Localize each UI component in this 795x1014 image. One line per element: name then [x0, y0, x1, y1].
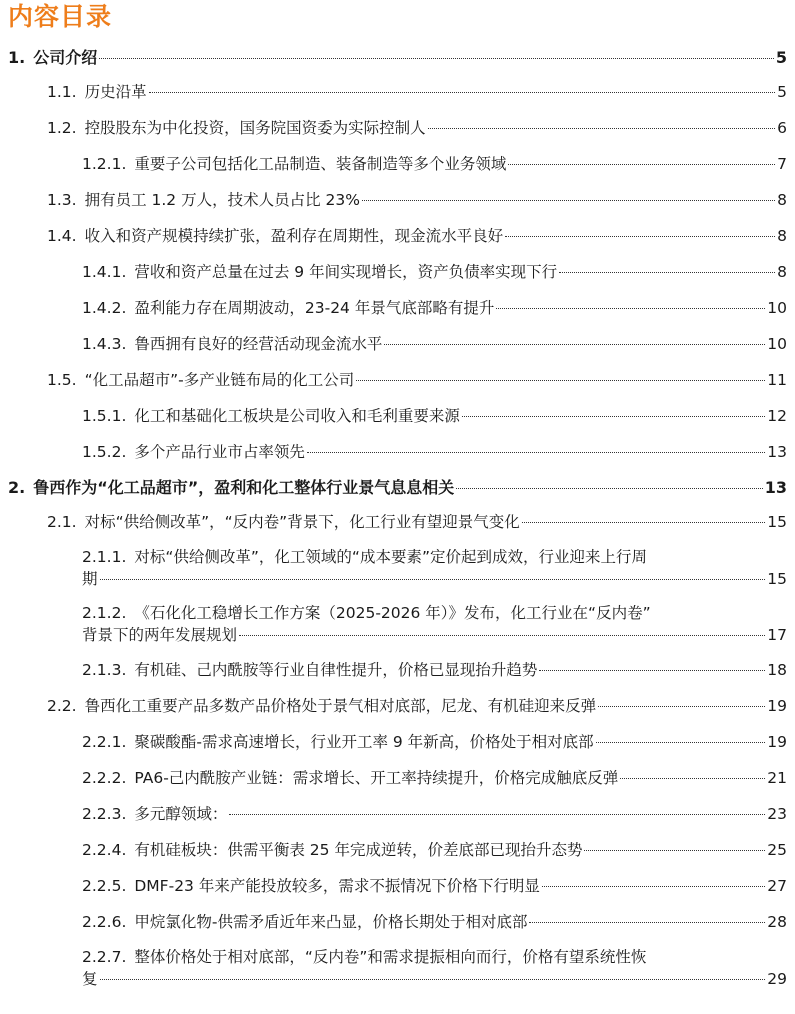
- toc-title: DMF-23 年来产能投放较多，需求不振情况下价格下行明显: [134, 877, 540, 895]
- toc-number: 1.4.3.: [82, 335, 127, 353]
- toc-title: 收入和资产规模持续扩张，盈利存在周期性，现金流水平良好: [84, 227, 504, 245]
- table-of-contents: [0, 40, 795, 996]
- toc-page-number: 7: [777, 155, 787, 173]
- toc-entry[interactable]: [0, 182, 795, 218]
- toc-number: 1.4.: [47, 227, 77, 245]
- toc-entry[interactable]: [0, 110, 795, 146]
- dot-leader: [456, 488, 762, 489]
- dot-leader: [428, 128, 776, 129]
- toc-page-number: 5: [775, 48, 787, 67]
- toc-entry[interactable]: [0, 688, 795, 724]
- toc-entry[interactable]: [0, 40, 795, 74]
- toc-page-number: 10: [767, 299, 787, 317]
- dot-leader: [229, 814, 765, 815]
- toc-entry[interactable]: [0, 596, 795, 652]
- toc-entry[interactable]: [0, 724, 795, 760]
- toc-title: 重要子公司包括化工品制造、装备制造等多个业务领域: [134, 155, 507, 173]
- toc-page-number: 11: [767, 371, 787, 389]
- toc-page-number: 12: [767, 407, 787, 425]
- toc-entry[interactable]: [0, 504, 795, 540]
- toc-title: 营收和资产总量在过去 9 年间实现增长，资产负债率实现下行: [134, 263, 558, 281]
- toc-entry[interactable]: [0, 470, 795, 504]
- toc-entry[interactable]: [0, 146, 795, 182]
- toc-number: 2.1.1.: [82, 548, 127, 566]
- toc-number: 1.: [8, 48, 26, 67]
- dot-leader: [307, 452, 765, 453]
- toc-title: 化工和基础化工板块是公司收入和毛利重要来源: [134, 407, 460, 425]
- dot-leader: [529, 922, 765, 923]
- toc-page-number: 6: [777, 119, 787, 137]
- toc-entry[interactable]: [0, 434, 795, 470]
- dot-leader: [620, 778, 765, 779]
- toc-title: 对标“供给侧改革”，“反内卷”背景下，化工行业有望迎景气变化: [84, 513, 520, 531]
- toc-title: 聚碳酸酯-需求高速增长，行业开工率 9 年新高，价格处于相对底部: [134, 733, 594, 751]
- toc-title: “化工品超市”-多产业链布局的化工公司: [84, 371, 355, 389]
- toc-entry[interactable]: [0, 760, 795, 796]
- toc-number: 1.4.1.: [82, 263, 127, 281]
- toc-title: 鲁西拥有良好的经营活动现金流水平: [134, 335, 383, 353]
- dot-leader: [100, 979, 766, 980]
- toc-title: 鲁西作为“化工品超市”，盈利和化工整体行业景气息息相关: [33, 478, 455, 497]
- toc-page-number: 17: [767, 626, 787, 644]
- toc-page-number: 13: [764, 478, 787, 497]
- toc-number: 1.2.: [47, 119, 77, 137]
- dot-leader: [598, 706, 765, 707]
- toc-entry[interactable]: [0, 940, 795, 996]
- toc-number: 1.4.2.: [82, 299, 127, 317]
- toc-number: 2.2.4.: [82, 841, 127, 859]
- dot-leader: [539, 670, 765, 671]
- toc-number: 2.: [8, 478, 26, 497]
- toc-entry[interactable]: [0, 904, 795, 940]
- toc-title-continued: 背景下的两年发展规划: [82, 626, 238, 644]
- toc-number: 1.5.1.: [82, 407, 127, 425]
- dot-leader: [99, 58, 774, 59]
- toc-number: 2.1.3.: [82, 661, 127, 679]
- toc-title: 《石化化工稳增长工作方案（2025-2026 年）》发布，化工行业在“反内卷”: [134, 604, 651, 622]
- dot-leader: [100, 579, 766, 580]
- page-title: 内容目录: [8, 2, 113, 31]
- toc-title: 盈利能力存在周期波动，23-24 年景气底部略有提升: [134, 299, 495, 317]
- toc-number: 2.2.: [47, 697, 77, 715]
- toc-number: 2.2.6.: [82, 913, 127, 931]
- dot-leader: [522, 522, 766, 523]
- toc-title: 有机硅板块：供需平衡表 25 年完成逆转，价差底部已现抬升态势: [134, 841, 583, 859]
- toc-entry[interactable]: [0, 290, 795, 326]
- toc-page-number: 29: [767, 970, 787, 988]
- dot-leader: [149, 92, 776, 93]
- toc-title-continued: 期: [82, 570, 98, 588]
- toc-title: 有机硅、己内酰胺等行业自律性提升，价格已显现抬升趋势: [134, 661, 538, 679]
- toc-title: 对标“供给侧改革”，化工领域的“成本要素”定价起到成效，行业迎来上行周: [134, 548, 647, 566]
- toc-entry[interactable]: [0, 254, 795, 290]
- toc-page-number: 19: [767, 697, 787, 715]
- toc-title: 拥有员工 1.2 万人，技术人员占比 23%: [84, 191, 360, 209]
- dot-leader: [356, 380, 765, 381]
- toc-page-number: 10: [767, 335, 787, 353]
- toc-entry[interactable]: [0, 398, 795, 434]
- toc-page-number: 15: [767, 570, 787, 588]
- toc-page-number: 21: [767, 769, 787, 787]
- toc-page-number: 27: [767, 877, 787, 895]
- dot-leader: [362, 200, 775, 201]
- dot-leader: [505, 236, 775, 237]
- toc-page-number: 5: [777, 83, 787, 101]
- toc-title: 鲁西化工重要产品多数产品价格处于景气相对底部，尼龙、有机硅迎来反弹: [84, 697, 597, 715]
- toc-number: 1.2.1.: [82, 155, 127, 173]
- dot-leader: [496, 308, 765, 309]
- toc-entry[interactable]: [0, 218, 795, 254]
- toc-title: 历史沿革: [84, 83, 147, 101]
- toc-title: 公司介绍: [33, 48, 98, 67]
- toc-page-number: 23: [767, 805, 787, 823]
- toc-number: 2.1.: [47, 513, 77, 531]
- toc-page-number: 8: [777, 227, 787, 245]
- toc-number: 2.1.2.: [82, 604, 127, 622]
- toc-entry[interactable]: [0, 326, 795, 362]
- toc-page-number: 8: [777, 263, 787, 281]
- dot-leader: [384, 344, 765, 345]
- toc-number: 1.1.: [47, 83, 77, 101]
- toc-entry[interactable]: [0, 540, 795, 596]
- dot-leader: [559, 272, 775, 273]
- dot-leader: [584, 850, 765, 851]
- toc-page-number: 25: [767, 841, 787, 859]
- dot-leader: [542, 886, 765, 887]
- dot-leader: [508, 164, 775, 165]
- toc-number: 2.2.1.: [82, 733, 127, 751]
- toc-entry[interactable]: [0, 868, 795, 904]
- toc-number: 1.5.: [47, 371, 77, 389]
- toc-number: 1.3.: [47, 191, 77, 209]
- dot-leader: [239, 635, 765, 636]
- toc-number: 2.2.5.: [82, 877, 127, 895]
- toc-entry[interactable]: [0, 362, 795, 398]
- toc-entry[interactable]: [0, 652, 795, 688]
- toc-page-number: 18: [767, 661, 787, 679]
- toc-title: 控股股东为中化投资，国务院国资委为实际控制人: [84, 119, 426, 137]
- toc-page-number: 28: [767, 913, 787, 931]
- dot-leader: [462, 416, 765, 417]
- toc-title: 多个产品行业市占率领先: [134, 443, 305, 461]
- toc-page-number: 15: [767, 513, 787, 531]
- toc-entry[interactable]: [0, 74, 795, 110]
- toc-number: 1.5.2.: [82, 443, 127, 461]
- toc-title-continued: 复: [82, 970, 98, 988]
- toc-page-number: 19: [767, 733, 787, 751]
- toc-title: 甲烷氯化物-供需矛盾近年来凸显，价格长期处于相对底部: [134, 913, 528, 931]
- toc-title: 整体价格处于相对底部，“反内卷”和需求提振相向而行，价格有望系统性恢: [134, 948, 647, 966]
- toc-page-number: 8: [777, 191, 787, 209]
- toc-title: 多元醇领域：: [134, 805, 228, 823]
- dot-leader: [596, 742, 766, 743]
- toc-number: 2.2.2.: [82, 769, 127, 787]
- toc-title: PA6-己内酰胺产业链：需求增长、开工率持续提升，价格完成触底反弹: [134, 769, 619, 787]
- toc-number: 2.2.3.: [82, 805, 127, 823]
- toc-entry[interactable]: [0, 796, 795, 832]
- toc-number: 2.2.7.: [82, 948, 127, 966]
- toc-entry[interactable]: [0, 832, 795, 868]
- toc-page-number: 13: [767, 443, 787, 461]
